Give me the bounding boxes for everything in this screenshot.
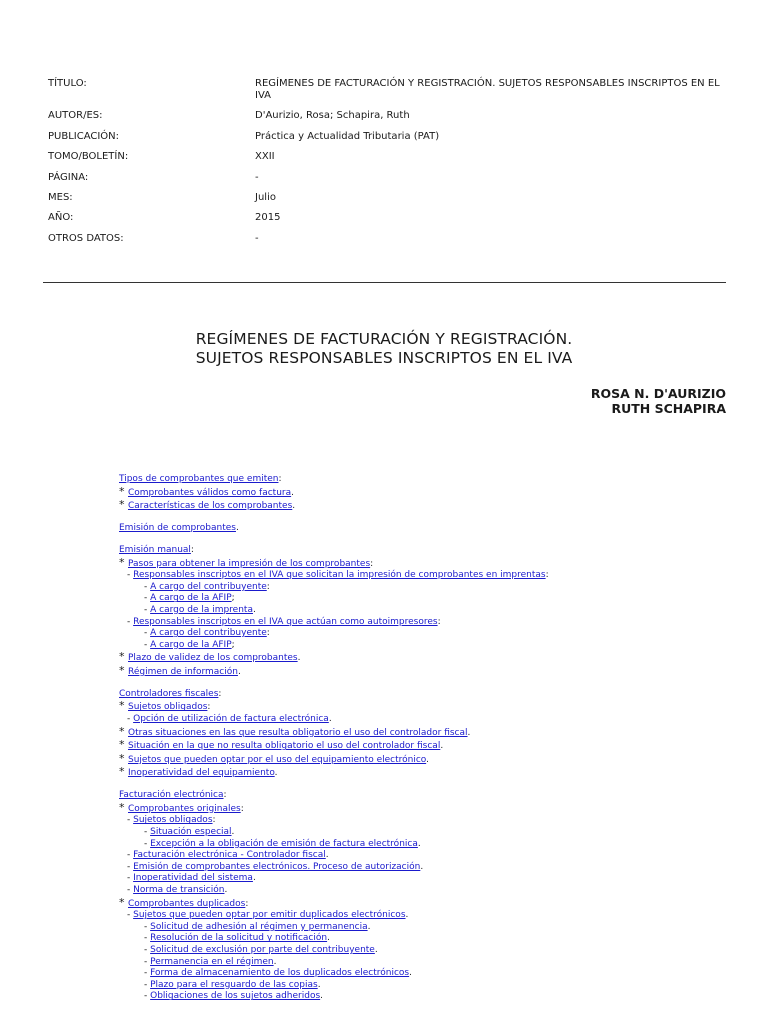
toc-item <box>119 933 679 945</box>
toc-link[interactable]: Otras situaciones en las que resulta obligatorio el uso del controlador fiscal <box>128 727 468 738</box>
toc-link[interactable]: Comprobantes originales <box>128 803 241 814</box>
toc-link[interactable]: Régimen de información <box>128 666 238 677</box>
toc-item <box>119 815 679 827</box>
toc-gap <box>119 535 679 545</box>
toc-punctuation: . <box>440 741 444 752</box>
meta-row-other <box>48 233 728 245</box>
bullet-star: * <box>119 699 128 713</box>
toc-punctuation: : <box>278 474 282 484</box>
toc-link[interactable]: Excepción a la obligación de emisión de factura electrónica <box>150 838 418 849</box>
toc-punctuation: . <box>291 487 294 498</box>
bullet-dash: - <box>127 713 134 724</box>
toc-item <box>119 582 679 594</box>
toc-link[interactable]: Emisión manual <box>119 544 191 555</box>
toc-item <box>119 766 679 780</box>
toc-item <box>119 545 679 557</box>
meta-row-year <box>48 212 728 224</box>
metadata-table <box>48 78 728 253</box>
toc-item <box>119 474 679 486</box>
bullet-dash: - <box>144 944 151 955</box>
toc-link[interactable]: A cargo del contribuyente <box>150 628 267 639</box>
bullet-dash: - <box>144 827 151 838</box>
toc-gap <box>119 513 679 523</box>
meta-label: OTROS DATOS: <box>48 232 124 244</box>
toc-link[interactable]: Facturación electrónica <box>119 790 224 801</box>
meta-label: TÍTULO: <box>48 78 87 89</box>
toc-link[interactable]: Norma de transición <box>133 885 225 895</box>
toc-item <box>119 980 679 992</box>
toc-link[interactable]: Inoperatividad del equipamiento <box>128 768 275 779</box>
toc-punctuation: . <box>292 501 296 512</box>
toc-punctuation: : <box>190 544 194 555</box>
meta-label: MES: <box>48 191 73 203</box>
toc-punctuation: . <box>467 727 471 738</box>
toc-item <box>119 991 679 1003</box>
meta-value: Práctica y Actualidad Tributaria (PAT) <box>255 130 440 142</box>
bullet-dash: - <box>144 921 151 932</box>
toc-link[interactable]: Opción de utilización de factura electrónica <box>133 713 329 724</box>
toc-item <box>119 739 679 753</box>
bullet-star: * <box>119 895 128 909</box>
toc-item <box>119 726 679 740</box>
author-name: ROSA N. D'AURIZIO <box>590 386 726 401</box>
bullet-star: * <box>119 751 128 765</box>
bullet-star: * <box>119 484 128 498</box>
toc-punctuation: : <box>207 702 211 713</box>
toc-punctuation: . <box>252 604 256 615</box>
toc-link[interactable]: Sujetos que pueden optar por emitir duplicados electrónicos <box>133 910 406 921</box>
toc-item <box>119 499 679 513</box>
toc-punctuation: . <box>367 921 371 932</box>
bullet-star: * <box>119 555 128 569</box>
meta-label: PUBLICACIÓN: <box>48 130 120 142</box>
toc-link[interactable]: A cargo de la AFIP <box>150 593 232 604</box>
bullet-dash: - <box>127 815 134 826</box>
toc-punctuation: . <box>252 873 256 884</box>
meta-value: REGÍMENES DE FACTURACIÓN Y REGISTRACIÓN. SUJETOS RESPONSABLES INSCRIPTOS EN EL IVA <box>255 78 720 101</box>
meta-label: PÁGINA: <box>48 171 89 183</box>
toc-link[interactable]: Responsables inscriptos en el IVA que solicitan la impresión de comprobantes en imprentas <box>133 570 546 581</box>
meta-row-month <box>48 192 728 204</box>
toc-punctuation: . <box>417 838 421 849</box>
bullet-star: * <box>119 498 128 512</box>
toc-link[interactable]: Sujetos que pueden optar por el uso del equipamiento electrónico <box>128 754 427 765</box>
title-line-2: SUJETOS RESPONSABLES INSCRIPTOS EN EL IVA <box>195 349 573 367</box>
title-line-1: REGÍMENES DE FACTURACIÓN Y REGISTRACIÓN. <box>195 330 573 348</box>
table-of-contents <box>119 474 679 1003</box>
toc-punctuation: : <box>218 688 222 699</box>
toc-item <box>119 922 679 934</box>
toc-punctuation: . <box>420 861 424 872</box>
toc-item <box>119 651 679 665</box>
toc-link[interactable]: Responsables inscriptos en el IVA que actúan como autoimpresores <box>133 616 438 627</box>
toc-item <box>119 570 679 582</box>
toc-item <box>119 700 679 714</box>
bullet-star: * <box>119 800 128 814</box>
bullet-star: * <box>119 765 128 779</box>
bullet-dash: - <box>144 991 151 1002</box>
meta-label: AÑO: <box>48 212 74 224</box>
bullet-dash: - <box>144 639 151 650</box>
meta-value: XXII <box>255 151 275 163</box>
toc-punctuation: : <box>240 803 244 814</box>
toc-link[interactable]: Comprobantes válidos como factura <box>128 487 292 498</box>
meta-row-publication <box>48 131 728 143</box>
toc-link[interactable]: Comprobantes duplicados <box>128 898 246 909</box>
toc-punctuation: . <box>274 768 278 779</box>
toc-link[interactable]: Controladores fiscales <box>119 688 219 699</box>
toc-link[interactable]: Situación en la que no resulta obligatorio el uso del controlador fiscal <box>128 741 441 752</box>
toc-item <box>119 640 679 652</box>
bullet-star: * <box>119 738 128 752</box>
toc-punctuation: . <box>405 910 409 921</box>
toc-punctuation: . <box>327 933 330 944</box>
toc-item <box>119 753 679 767</box>
toc-item <box>119 850 679 862</box>
toc-punctuation: . <box>409 968 412 979</box>
toc-item <box>119 617 679 629</box>
bullet-dash: - <box>127 570 134 581</box>
bullet-dash: - <box>127 861 134 872</box>
toc-link[interactable]: A cargo de la AFIP <box>150 639 232 650</box>
toc-item <box>119 957 679 969</box>
meta-row-authors <box>48 110 728 122</box>
toc-link[interactable]: Plazo para el resguardo de las copias <box>150 979 318 990</box>
bullet-dash: - <box>144 933 151 944</box>
toc-item <box>119 839 679 851</box>
toc-item <box>119 605 679 617</box>
toc-item <box>119 665 679 679</box>
toc-link[interactable]: Forma de almacenamiento de los duplicados electrónicos <box>150 968 410 979</box>
toc-link[interactable]: Sujetos obligados <box>128 702 208 713</box>
toc-link[interactable]: Características de los comprobantes <box>128 501 293 512</box>
bullet-dash: - <box>127 616 134 627</box>
bullet-star: * <box>119 650 128 664</box>
toc-item <box>119 628 679 640</box>
toc-item <box>119 862 679 874</box>
toc-punctuation: . <box>328 713 332 724</box>
meta-value: 2015 <box>255 212 281 224</box>
meta-label: AUTOR/ES: <box>48 110 103 122</box>
bullet-dash: - <box>144 838 151 849</box>
toc-link[interactable]: Resolución de la solicitud y notificación <box>150 933 328 944</box>
meta-value: - <box>255 232 259 244</box>
toc-link[interactable]: Solicitud de exclusión por parte del contribuyente <box>150 944 375 955</box>
toc-punctuation: . <box>426 754 430 765</box>
toc-item <box>119 897 679 911</box>
toc-item <box>119 523 679 535</box>
toc-punctuation: : <box>223 790 227 801</box>
toc-punctuation: . <box>224 885 228 895</box>
toc-link[interactable]: Solicitud de adhesión al régimen y permanencia <box>150 921 368 932</box>
toc-item <box>119 885 679 897</box>
meta-row-page <box>48 172 728 184</box>
toc-item <box>119 557 679 571</box>
toc-item <box>119 689 679 701</box>
author-name: RUTH SCHAPIRA <box>611 401 726 416</box>
toc-punctuation: : <box>370 558 374 569</box>
bullet-dash: - <box>144 581 151 592</box>
toc-punctuation: . <box>237 666 241 677</box>
toc-link[interactable]: Permanencia en el régimen <box>150 956 274 967</box>
toc-punctuation: . <box>235 523 239 534</box>
toc-item <box>119 910 679 922</box>
toc-link[interactable]: Emisión de comprobantes electrónicos. Proceso de autorización <box>133 861 421 872</box>
toc-punctuation: . <box>273 956 277 967</box>
meta-value: - <box>255 171 259 183</box>
meta-label: TOMO/BOLETÍN: <box>48 151 129 163</box>
document-authors <box>591 386 726 416</box>
toc-punctuation: : <box>266 581 270 592</box>
bullet-dash: - <box>144 968 151 979</box>
toc-link[interactable]: A cargo de la imprenta <box>150 604 253 615</box>
toc-link[interactable]: Obligaciones de los sujetos adheridos <box>150 991 321 1002</box>
toc-item <box>119 802 679 816</box>
toc-punctuation: : <box>266 628 270 639</box>
toc-punctuation: : <box>212 815 216 826</box>
document-title <box>0 330 768 368</box>
toc-link[interactable]: Emisión de comprobantes <box>119 523 236 534</box>
toc-item <box>119 945 679 957</box>
bullet-dash: - <box>127 850 134 861</box>
toc-link[interactable]: Situación especial <box>150 827 232 838</box>
toc-gap <box>119 780 679 790</box>
toc-punctuation: . <box>317 979 321 990</box>
bullet-dash: - <box>144 979 151 990</box>
toc-item <box>119 714 679 726</box>
toc-punctuation: . <box>231 827 235 838</box>
horizontal-divider <box>43 282 726 283</box>
toc-item <box>119 827 679 839</box>
toc-gap <box>119 679 679 689</box>
toc-link[interactable]: Pasos para obtener la impresión de los comprobantes <box>128 558 371 569</box>
toc-punctuation: ; <box>231 593 235 604</box>
toc-punctuation: . <box>325 850 329 861</box>
bullet-star: * <box>119 663 128 677</box>
toc-punctuation: : <box>245 898 249 909</box>
meta-value: Julio <box>255 191 276 203</box>
toc-item <box>119 486 679 500</box>
bullet-dash: - <box>127 873 134 884</box>
toc-item <box>119 593 679 605</box>
meta-value: D'Aurizio, Rosa; Schapira, Ruth <box>255 110 410 122</box>
bullet-dash: - <box>144 593 151 604</box>
toc-link[interactable]: Sujetos obligados <box>133 815 213 826</box>
toc-punctuation: : <box>437 616 441 627</box>
toc-link[interactable]: Tipos de comprobantes que emiten <box>119 474 279 484</box>
bullet-dash: - <box>144 956 151 967</box>
toc-link[interactable]: A cargo del contribuyente <box>150 581 267 592</box>
toc-punctuation: : <box>545 570 549 581</box>
bullet-dash: - <box>127 885 134 895</box>
toc-link[interactable]: Facturación electrónica - Controlador fiscal <box>133 850 326 861</box>
bullet-dash: - <box>144 628 151 639</box>
meta-row-volume <box>48 151 728 163</box>
toc-item <box>119 790 679 802</box>
toc-link[interactable]: Plazo de validez de los comprobantes <box>128 653 298 664</box>
toc-link[interactable]: Inoperatividad del sistema <box>133 873 253 884</box>
bullet-star: * <box>119 724 128 738</box>
toc-punctuation: . <box>374 944 378 955</box>
toc-punctuation: ; <box>231 639 235 650</box>
toc-punctuation: . <box>320 991 324 1002</box>
bullet-dash: - <box>144 604 151 615</box>
toc-item <box>119 873 679 885</box>
toc-punctuation: . <box>297 653 301 664</box>
toc-item <box>119 968 679 980</box>
meta-row-title <box>48 78 728 102</box>
bullet-dash: - <box>127 910 134 921</box>
